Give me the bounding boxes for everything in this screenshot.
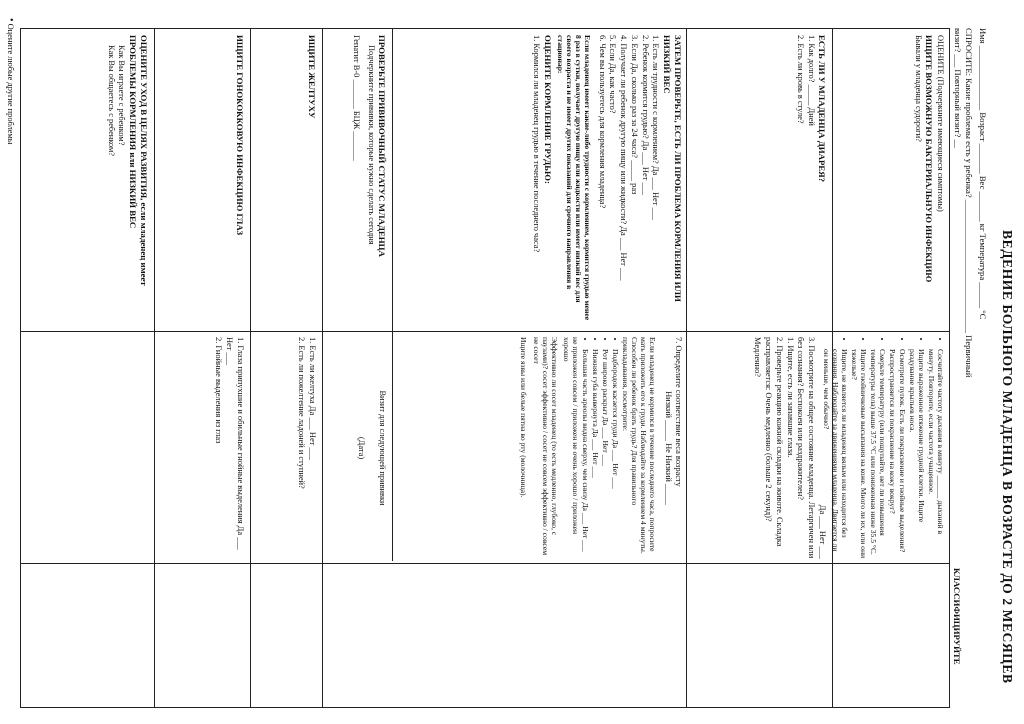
feeding-note: Если младенец имеет какие-либо трудности с кормлением, кормится грудью менее 8 раз в сутки, получает другую пищу или жидкости или имеет низкий вес для своего возраста и не имеет других показаний для срочного направления в стационар: <box>555 35 592 321</box>
diarrhea-item: 2. Проверьте реакцию кожной складки на животе. Складка расправляется: Очень медленно (больше 2 секунд)? Медленно? <box>753 337 784 547</box>
care-item: Как Вы играете с ребенком? <box>117 45 127 146</box>
other-problems-label: Оцените любые другие проблемы <box>6 23 15 145</box>
bacterial-section-left <box>912 35 945 325</box>
immunization-header: ПРОВЕРЬТЕ ПРИВИВОЧНЫЙ СТАТУС МЛАДЕНЦА <box>377 35 387 257</box>
eye-infection-item: 2. Гнойные выделения из глаз <box>214 337 224 444</box>
weight-line: 7. Определите соответствие веса возрасту <box>674 337 683 487</box>
breastfeeding-question: 1. Кормился ли младенец грудью в течение последнего часа? <box>532 35 542 253</box>
bacterial-header: ИЩИТЕ ВОЗМОЖНУЮ БАКТЕРИАЛЬНУЮ ИНФЕКЦИЮ <box>924 35 935 283</box>
assessment-table <box>20 28 950 708</box>
attach-result: не приложен совсем / приложен не очень хорошо / приложен хорошо <box>561 337 580 535</box>
care-item: Как Вы общаетесь с ребенком? <box>106 45 116 156</box>
seizures-question: Бывали у младенца судороги? <box>914 35 923 142</box>
feeding-question: 5. Если Да, как часто? <box>608 35 618 114</box>
ask-problems-line: СПРОСИТЕ: Какие проблемы есть у ребенка? _______________________________ Первичный <box>964 28 974 378</box>
attach-item: • Нижняя губа вывернута Да ___ Нет ___ <box>591 349 600 559</box>
date-label: (Дата) <box>357 436 367 460</box>
immunization-section <box>350 35 387 325</box>
visit-type-line: визит? ___ Повторный визит? __ <box>953 28 963 149</box>
diarrhea-header: ЕСТЬ ЛИ У МЛАДЕНЦА ДИАРЕЯ? <box>817 35 827 182</box>
suck-assessment: Эффективно ли сосет младенец (то есть медленно, глубоко, с паузами)? сосет эффективно / сосет не совсем эффективно / совсем не сосет <box>531 337 559 556</box>
classify-header: КЛАССИФИЦИРУЙТЕ <box>952 568 962 665</box>
next-immunization <box>356 337 388 559</box>
bacterial-item: • Смерьте температуру (или пощупайте, нет ли повышения температуры тела) выше 37.5 °C или пониженная ниже 35.5 °C. <box>869 349 887 559</box>
bacterial-section-right <box>821 337 945 559</box>
jaundice-section <box>306 35 317 325</box>
bacterial-item: • Осмотрите пупок. Есть ли покраснение и гнойные выделения? Распространяется ли покраснение на кожу вокруг? <box>888 349 906 559</box>
diarrhea-item: 1. Ищите, есть ли запавшие глаза. <box>785 337 795 458</box>
feeding-question: 2. Ребенок кормится грудью? Да ___ Нет ___ <box>640 35 650 196</box>
feeding-question: 6. Чем вы пользуетесь для кормления младенца? <box>597 35 607 209</box>
diarrhea-item: 1. Как долго? _____ Дней <box>806 35 816 126</box>
form-title: ВЕДЕНИЕ БОЛЬНОГО МЛАДЕНЦА В ВОЗРАСТЕ ДО 2 МЕСЯЦЕВ <box>1000 230 1015 684</box>
row-divider-3 <box>392 29 393 561</box>
eye-infection-section <box>234 35 245 325</box>
diarrhea-item: 2. Есть ли кровь в стуле? <box>796 35 805 124</box>
attach-item: • Большая часть ареолы видна сверху, чем снизу Да ___ Нет ___ <box>581 349 590 559</box>
diarrhea-section-left <box>794 35 827 325</box>
column-divider-left <box>21 331 949 332</box>
feeding-question: 1. Есть ли трудности с кормлением? Да ___ Нет ___ <box>651 35 661 221</box>
other-problems <box>3 18 16 144</box>
feeding-question: 4. Получает ли ребенок другую пищу или жидкости? Да ___ Нет ___ <box>619 35 629 281</box>
row-divider-2 <box>686 29 687 707</box>
attach-instructions: Если младенец не кормился в течение последнего часа, попросите мать приложить его к груди. Наблюдайте за кормлением 4 минуты. Способен ли ребенок брать грудь? Для правильного прикладывания, посмотрите: <box>620 337 657 554</box>
row-divider-4 <box>322 29 323 707</box>
patient-info-line: Имя _______________ Возраст _______ Вес _______ кг Температура ______ °C <box>978 28 988 320</box>
bullet-icon: • <box>5 18 16 22</box>
immunization-sub: Подчеркните прививки, которые нужно сделать сегодня <box>366 45 376 245</box>
care-header: ОЦЕНИТЕ УХОД В ЦЕЛЯХ РАЗВИТИЯ, если младенец имеет ПРОБЛЕМЫ КОРМЛЕНИЯ или НИЗКИЙ ВЕС <box>127 35 149 286</box>
eye-infection-items <box>213 337 245 559</box>
bacterial-item: • Ищите, не является ли младенец вялым или находится без сознания. Наблюдайте за движениями младенца. Двигается ли он меньше, чем обычно? <box>822 349 849 559</box>
feeding-header: ЗАТЕМ ПРОВЕРЬТЕ, ЕСТЬ ЛИ ПРОБЛЕМА КОРМЛЕНИЯ ИЛИ НИЗКИЙ ВЕС <box>661 35 683 302</box>
jaundice-items <box>296 337 318 559</box>
next-immunization-label: Визит для следующей прививки <box>378 390 387 506</box>
eye-infection-item: 1. Глаза припухшие и обильные гнойные выделения Да ___ Нет ___ <box>225 337 245 550</box>
eye-infection-header: ИЩИТЕ ГОНОКОККОВУЮ ИНФЕКЦИЮ ГЛАЗ <box>235 35 245 236</box>
bacterial-item: • Сосчитайте частоту дыхания в минуту ______ дыханий в минуту. Повторите, если частота учащенное. <box>927 349 945 559</box>
bacterial-item: • Ищите выраженное втяжение грудной клетки. Ищите раздувание крыльев носа. <box>908 349 926 559</box>
assess-label: ОЦЕНИТЕ (Подчеркните имеющиеся симптомы) <box>936 35 945 212</box>
jaundice-header: ИЩИТЕ ЖЕЛТУХУ <box>307 35 317 119</box>
diarrhea-item: 3. Посмотрите на общее состояние младенца. Летаргичен или без сознания? Беспокоен или раздражителен? <box>796 337 817 559</box>
column-divider-classify <box>21 563 949 564</box>
diarrhea-section-right <box>752 337 827 559</box>
assess-breastfeeding-header: ОЦЕНИТЕ КОРМЛЕНИЕ ГРУДЬЮ: <box>542 35 553 184</box>
attach-item: • Рот широко раскрыт Да ___ Нет ___ <box>601 349 610 559</box>
diarrhea-yes-no: Да ___ Нет ___ <box>818 504 827 559</box>
feeding-section-right <box>519 337 683 559</box>
row-divider-6 <box>154 29 155 707</box>
weight-options: Низкий _____ Не Низкий _____ <box>663 391 673 505</box>
feeding-section-left <box>531 35 683 325</box>
jaundice-item: 1. Есть ли желтуха Да ___ Нет ___ <box>308 337 317 460</box>
thrush-check: Ищите язвы или белые пятна во рту (молочница). <box>519 337 529 498</box>
jaundice-item: 2. Есть ли пожелтение ладоней и ступней? <box>297 337 307 489</box>
immunization-row: Гепатит В-0 _______ БЦЖ _______ <box>352 35 361 161</box>
row-divider-5 <box>250 29 251 707</box>
feeding-question: 3. Если Да, сколько раз за 24 часа? _____ раз <box>630 35 639 195</box>
care-section <box>105 35 149 325</box>
attach-item: • Подбородок касается груди Да ___ Нет ___ <box>611 349 620 559</box>
bacterial-item: • Ищите гнойничковые высыпания на коже. Много ли их, или они тяжелые? <box>850 349 868 559</box>
